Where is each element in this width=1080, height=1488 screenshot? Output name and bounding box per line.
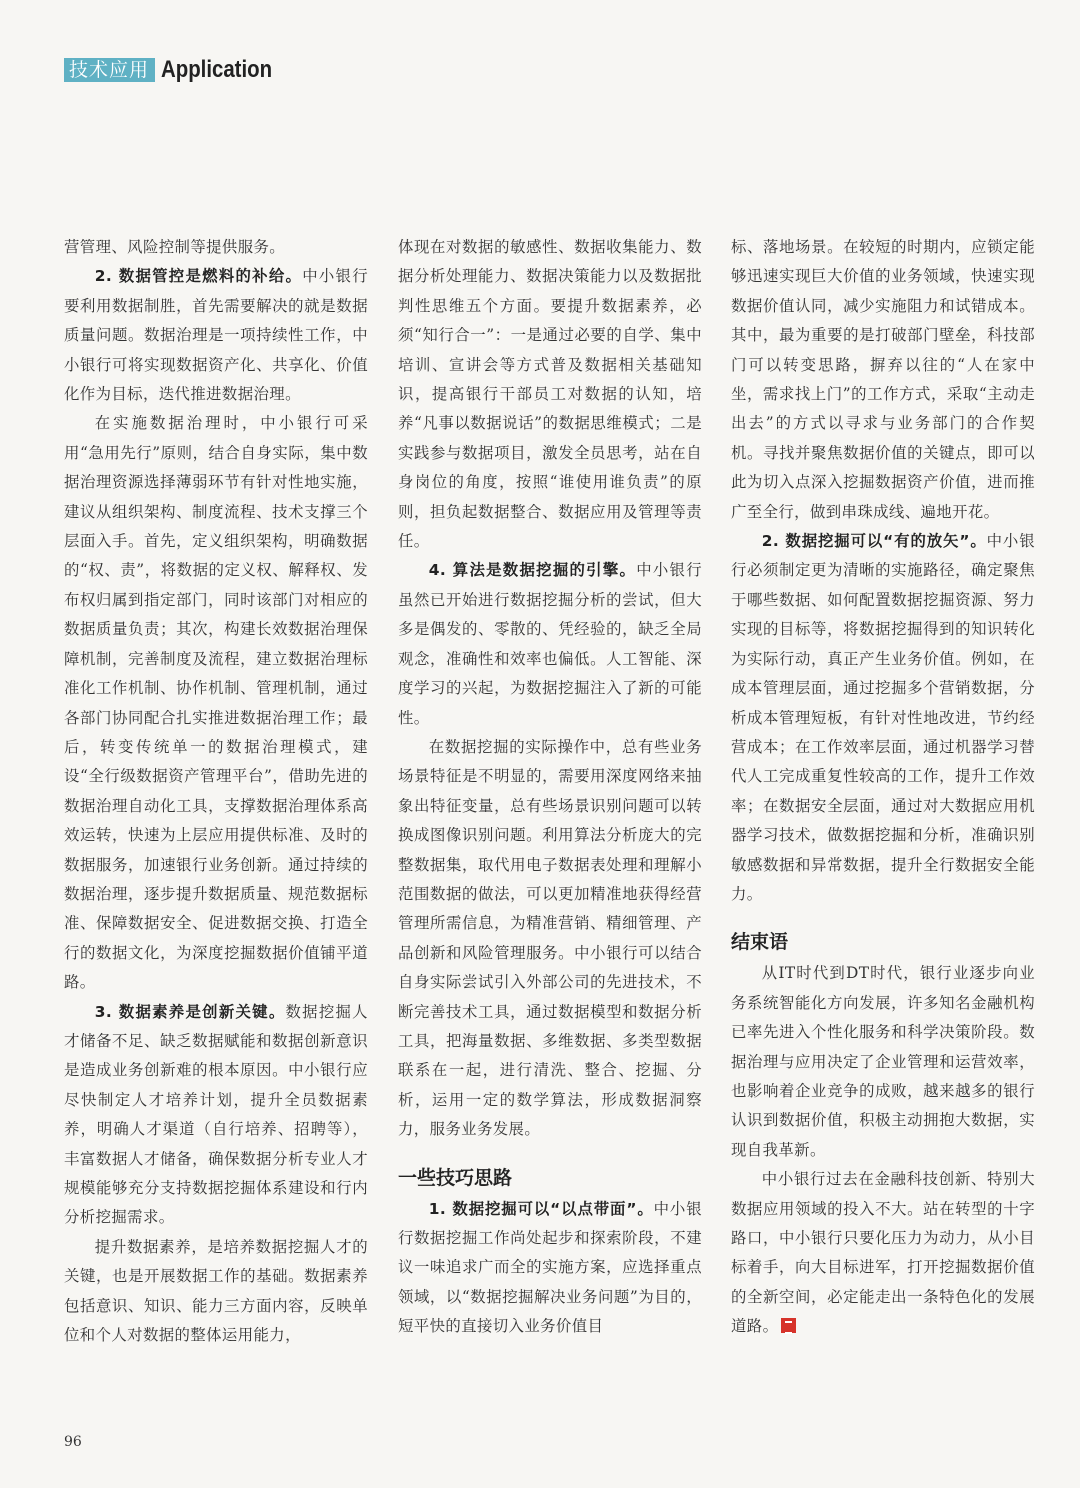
paragraph-lead: 3. 数据素养是创新关键。 bbox=[94, 1002, 286, 1021]
paragraph-lead: 2. 数据管控是燃料的补给。 bbox=[94, 267, 303, 286]
paragraph bbox=[64, 998, 368, 1233]
paragraph-text: 在实施数据治理时，中小银行可采用“急用先行”原则，结合自身实际，集中数据治理资源选择薄弱环节有针对性地实施，建议从组织架构、制度流程、技术支撑三个层面入手。首先，定义组织架构，明确数据的“权、责”，将数据的定义权、解释权、发布权归属到指定部门，同时该部门对相应的数据质量负责；其次，构建长效数据治理保障机制，完善制度及流程，建立数据治理标准化工作机制、协作机制、管理机制，通过各部门协同配合扎实推进数据治理工作；最后，转变传统单一的数据治理模式，建设“全行级数据资产管理平台”，借助先进的数据治理自动化工具，支撑数据治理体系高效运转，快速为上层应用提供标准、及时的数据服务，加速银行业务创新。通过持续的数据治理，逐步提升数据质量、规范数据标准、保障数据安全、促进数据交换、打造全行的数据文化，为深度挖掘数据价值铺平道路。 bbox=[64, 414, 368, 992]
paragraph-text: 中小银行虽然已开始进行数据挖掘分析的尝试，但大多是偶发的、零散的、凭经验的，缺乏全局观念，准确性和效率也偏低。人工智能、深度学习的兴起，为数据挖掘注入了新的可能性。 bbox=[398, 561, 702, 727]
paragraph bbox=[398, 1195, 702, 1342]
text-column-2 bbox=[398, 233, 702, 1342]
section-title-cn: 技术应用 bbox=[64, 58, 155, 82]
paragraph-text: 中小银行必须制定更为清晰的实施路径，确定聚焦于哪些数据、如何配置数据挖掘资源、努力实现的目标等，将数据挖掘得到的知识转化为实际行动，真正产生业务价值。例如，在成本管理层面，通过挖掘多个营销数据，分析成本管理短板，有针对性地改进，节约经营成本；在工作效率层面，通过机器学习替代人工完成重复性较高的工作，提升工作效率；在数据安全层面，通过对大数据应用机器学习技术，做数据挖掘和分析，准确识别敏感数据和异常数据，提升全行数据安全能力。 bbox=[731, 532, 1035, 903]
paragraph-lead: 2. 数据挖掘可以“有的放矢”。 bbox=[761, 532, 987, 551]
paragraph-text: 营管理、风险控制等提供服务。 bbox=[64, 238, 286, 256]
paragraph-text: 标、落地场景。在较短的时期内，应锁定能够迅速实现巨大价值的业务领域，快速实现数据价值认同，减少实施阻力和试错成本。其中，最为重要的是打破部门壁垒，科技部门可以转变思路，摒弃以往的“人在家中坐，需求找上门”的工作方式，采取“主动走出去”的方式以寻求与业务部门的合作契机。寻找并聚焦数据价值的关键点，即可以此为切入点深入挖掘数据资产价值，进而推广至全行，做到串珠成线、遍地开花。 bbox=[731, 238, 1035, 521]
paragraph bbox=[731, 527, 1035, 909]
paragraph bbox=[398, 233, 702, 556]
page-number: 96 bbox=[64, 1434, 82, 1450]
paragraph-text: 中小银行过去在金融科技创新、特别大数据应用领域的投入不大。站在转型的十字路口，中小银行只要化压力为动力，从小目标着手，向大目标进军，打开挖掘数据价值的全新空间，必定能走出一条特色化的发展道路。 bbox=[731, 1170, 1035, 1336]
section-header bbox=[64, 55, 292, 85]
paragraph-text: 中小银行要利用数据制胜，首先需要解决的就是数据质量问题。数据治理是一项持续性工作，中小银行可将实现数据资产化、共享化、价值化作为目标，迭代推进数据治理。 bbox=[64, 267, 368, 404]
text-column-1 bbox=[64, 233, 368, 1350]
paragraph bbox=[64, 1233, 368, 1351]
paragraph-text: 在数据挖掘的实际操作中，总有些业务场景特征是不明显的，需要用深度网络来抽象出特征变量，总有些场景识别问题可以转换成图像识别问题。利用算法分析庞大的完整数据集，取代用电子数据表处理和理解小范围数据的做法，可以更加精准地获得经营管理所需信息，为精准营销、精细管理、产品创新和风险管理服务。中小银行可以结合自身实际尝试引入外部公司的先进技术，不断完善技术工具，通过数据模型和数据分析工具，把海量数据、多维数据、多类型数据联系在一起，进行清洗、整合、挖掘、分析，运用一定的数学算法，形成数据洞察力，服务业务发展。 bbox=[398, 737, 702, 1139]
end-mark-icon bbox=[781, 1318, 796, 1333]
paragraph-text: 从IT时代到DT时代，银行业逐步向业务系统智能化方向发展，许多知名金融机构已率先进入个性化服务和科学决策阶段。数据治理与应用决定了企业管理和运营效率，也影响着企业竞争的成败，越来越多的银行认识到数据价值，积极主动拥抱大数据，实现自我革新。 bbox=[731, 964, 1035, 1159]
paragraph bbox=[64, 233, 368, 262]
paragraph bbox=[398, 556, 702, 732]
paragraph-text: 体现在对数据的敏感性、数据收集能力、数据分析处理能力、数据决策能力以及数据批判性思维五个方面。要提升数据素养，必须“知行合一”：一是通过必要的自学、集中培训、宣讲会等方式普及数据相关基础知识，提高银行干部员工对数据的认知，培养“凡事以数据说话”的数据思维模式；二是实践参与数据项目，激发全员思考，站在自身岗位的角度，按照“谁使用谁负责”的原则，担负起数据整合、数据应用及管理等责任。 bbox=[398, 238, 702, 551]
paragraph bbox=[398, 733, 702, 1145]
section-heading: 一些技巧思路 bbox=[398, 1166, 513, 1189]
paragraph-lead: 4. 算法是数据挖掘的引擎。 bbox=[428, 561, 637, 580]
section-heading: 结束语 bbox=[731, 931, 789, 954]
paragraph bbox=[731, 1165, 1035, 1341]
paragraph-text: 数据挖掘人才储备不足、缺乏数据赋能和数据创新意识是造成业务创新难的根本原因。中小银行应尽快制定人才培养计划，提升全员数据素养，明确人才渠道（自行培养、招聘等），丰富数据人才储备，确保数据分析专业人才规模能够充分支持数据挖掘体系建设和行内分析挖掘需求。 bbox=[64, 1002, 368, 1227]
paragraph bbox=[731, 959, 1035, 1165]
paragraph bbox=[731, 233, 1035, 527]
paragraph-text: 提升数据素养，是培养数据挖掘人才的关键，也是开展数据工作的基础。数据素养包括意识、知识、能力三方面内容，反映单位和个人对数据的整体运用能力， bbox=[64, 1237, 368, 1345]
paragraph bbox=[64, 409, 368, 997]
paragraph bbox=[64, 262, 368, 409]
paragraph-text: 中小银行数据挖掘工作尚处起步和探索阶段，不建议一味追求广而全的实施方案，应选择重点领域，以“数据挖掘解决业务问题”为目的，短平快的直接切入业务价值目 bbox=[398, 1199, 702, 1336]
text-column-3 bbox=[731, 233, 1035, 1342]
paragraph-lead: 1. 数据挖掘可以“以点带面”。 bbox=[428, 1199, 654, 1218]
section-title-en: Application bbox=[161, 56, 273, 83]
